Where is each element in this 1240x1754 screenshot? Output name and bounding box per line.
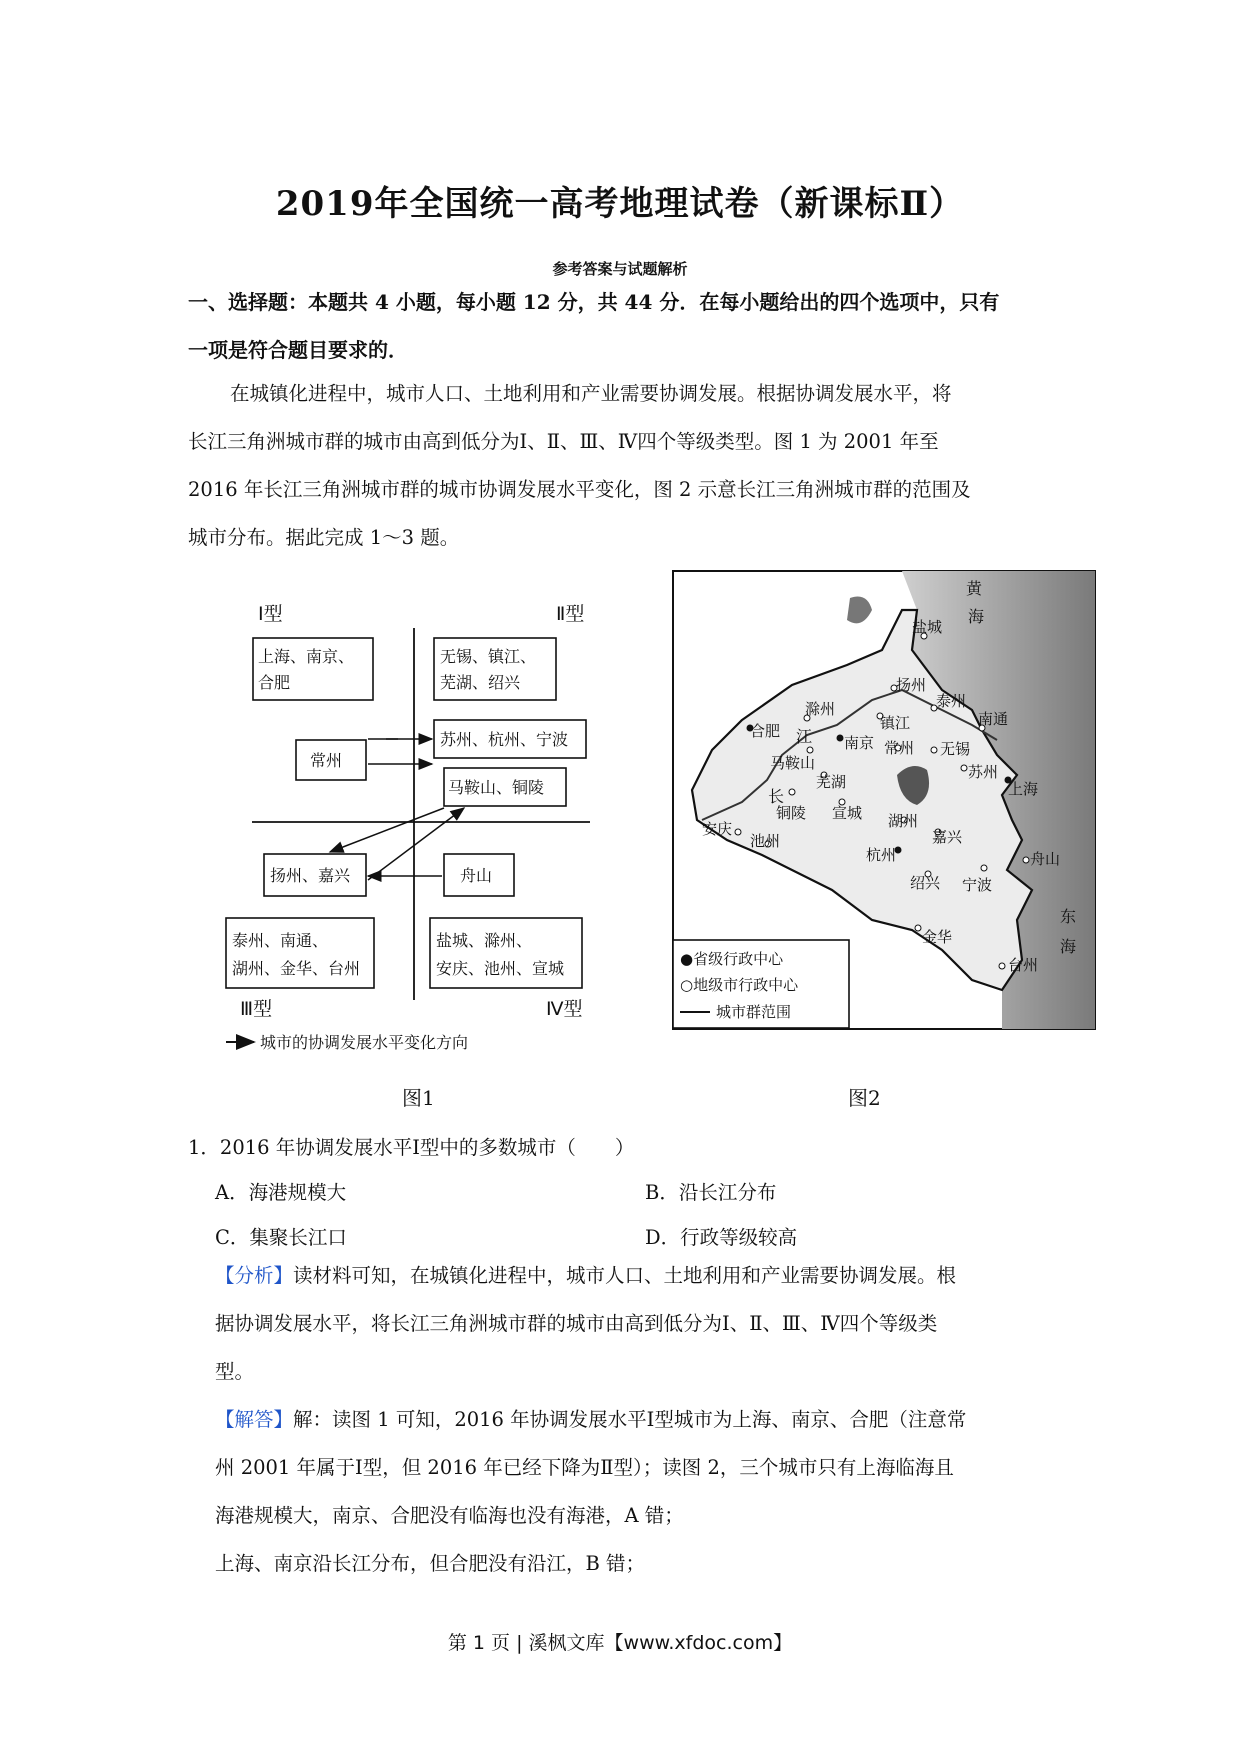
- fig1-box-maanshan-text: 马鞍山、铜陵: [448, 778, 545, 797]
- fig1-quadrant-type2: Ⅱ型: [556, 603, 585, 625]
- fig1-box-type3-line1: 泰州、南通、: [232, 931, 329, 950]
- fig2-city-nantong: 南通: [978, 710, 1009, 728]
- question-1-option-d: D．行政等级较高: [645, 1226, 798, 1249]
- fig1-box-type2-line1: 无锡、镇江、: [440, 647, 537, 666]
- answer-text-1: 解：读图 1 可知，2016 年协调发展水平Ⅰ型城市为上海、南京、合肥（注意常: [293, 1408, 967, 1431]
- answer-tag: 【解答】: [215, 1408, 294, 1431]
- fig2-city-suzhou: 苏州: [968, 763, 999, 781]
- figure-2-map: [672, 570, 1096, 1030]
- fig2-sea-yellow-1: 黄: [966, 579, 983, 598]
- fig1-box-yangzhou-text: 扬州、嘉兴: [270, 866, 351, 885]
- fig2-city-changzhou: 常州: [884, 739, 915, 757]
- fig2-city-shaoxing: 绍兴: [910, 874, 941, 892]
- fig1-box-changzhou-text: 常州: [310, 751, 343, 770]
- analysis-text-1: 读材料可知，在城镇化进程中，城市人口、土地利用和产业需要协调发展。根: [293, 1264, 957, 1287]
- fig2-city-taizhou-zj: 台州: [1008, 956, 1039, 974]
- answer-line-1: [215, 1396, 1065, 1444]
- question-1-stem: 1．2016 年协调发展水平Ⅰ型中的多数城市（ ）: [188, 1136, 635, 1159]
- fig2-legend-provincial: ●省级行政中心: [680, 950, 784, 968]
- page-footer: 第 1 页 | 溪枫文库【www.xfdoc.com】: [447, 1632, 793, 1654]
- fig1-box-type1-line1: 上海、南京、: [258, 647, 355, 666]
- fig1-box-type2-line2: 芜湖、绍兴: [440, 673, 521, 692]
- fig1-quadrant-type4: Ⅳ型: [546, 998, 583, 1020]
- fig1-box-type4-line2: 安庆、池州、宣城: [436, 959, 565, 978]
- fig2-city-nanjing: 南京: [844, 734, 875, 752]
- question-1-option-a: A．海港规模大: [215, 1181, 347, 1204]
- fig2-city-hangzhou: 杭州: [866, 846, 897, 864]
- question-1-option-b: B．沿长江分布: [645, 1181, 777, 1204]
- fig2-city-yancheng: 盐城: [912, 618, 943, 636]
- fig2-legend-prefecture: ○地级市行政中心: [680, 976, 799, 994]
- fig2-city-tongling: 铜陵: [776, 804, 807, 822]
- figure-2-caption: 图2: [848, 1086, 881, 1110]
- fig2-river-label-1: 长: [768, 787, 785, 806]
- answer-line-2: 州 2001 年属于Ⅰ型，但 2016 年已经下降为Ⅱ型）；读图 2，三个城市只有上海临海且: [215, 1456, 954, 1479]
- analysis-line-2: 据协调发展水平，将长江三角洲城市群的城市由高到低分为Ⅰ、Ⅱ、Ⅲ、Ⅳ四个等级类: [215, 1312, 938, 1335]
- fig2-city-ningbo: 宁波: [962, 876, 993, 894]
- section-heading-line-2: 一项是符合题目要求的．: [188, 338, 408, 362]
- fig2-sea-east-1: 东: [1060, 907, 1077, 926]
- fig2-city-huzhou: 湖州: [888, 812, 919, 830]
- fig1-legend-text: 城市的协调发展水平变化方向: [260, 1033, 469, 1052]
- fig1-quadrant-type1: Ⅰ型: [258, 603, 283, 625]
- question-1-option-c: C．集聚长江口: [215, 1226, 347, 1249]
- fig2-city-xuancheng: 宣城: [832, 804, 863, 822]
- fig2-city-hefei: 合肥: [750, 722, 781, 740]
- intro-line-1: 在城镇化进程中，城市人口、土地利用和产业需要协调发展。根据协调发展水平，将: [230, 382, 952, 405]
- fig2-city-anqing: 安庆: [702, 820, 733, 838]
- intro-line-2: 长江三角洲城市群的城市由高到低分为Ⅰ、Ⅱ、Ⅲ、Ⅳ四个等级类型。图 1 为 2001 年至: [188, 430, 939, 453]
- fig2-city-maanshan: 马鞍山: [770, 754, 816, 772]
- fig2-city-yangzhou: 扬州: [896, 676, 927, 694]
- analysis-tag: 【分析】: [215, 1264, 294, 1287]
- fig2-city-zhoushan: 舟山: [1030, 850, 1061, 868]
- intro-line-3: 2016 年长江三角洲城市群的城市协调发展水平变化，图 2 示意长江三角洲城市群的范围及: [188, 478, 971, 501]
- figure-1-diagram: [218, 590, 618, 1060]
- fig1-box-zhoushan-text: 舟山: [460, 866, 493, 885]
- figure-1-caption: 图1: [402, 1086, 435, 1110]
- page-title: 2019年全国统一高考地理试卷（新课标Ⅱ）: [275, 184, 965, 224]
- fig2-legend-boundary: 城市群范围: [716, 1003, 792, 1021]
- fig2-city-zhenjiang: 镇江: [880, 714, 911, 732]
- fig2-sea-yellow-2: 海: [968, 607, 985, 626]
- section-heading-line-1: 一、选择题：本题共 4 小题，每小题 12 分，共 44 分．在每小题给出的四个选项中，只有: [188, 290, 1000, 314]
- fig1-quadrant-type3: Ⅲ型: [240, 998, 273, 1020]
- fig1-box-suzhou-text: 苏州、杭州、宁波: [440, 730, 569, 749]
- intro-line-4: 城市分布。据此完成 1～3 题。: [188, 526, 460, 549]
- answer-line-3: 海港规模大，南京、合肥没有临海也没有海港，A 错；: [215, 1504, 684, 1527]
- fig2-city-chizhou: 池州: [750, 832, 781, 850]
- fig2-city-jiaxing: 嘉兴: [932, 828, 963, 846]
- fig2-city-wuxi: 无锡: [940, 740, 971, 758]
- fig1-box-type4-line1: 盐城、滁州、: [436, 931, 533, 950]
- analysis-line-1: [215, 1252, 1065, 1300]
- intro-paragraph: [188, 370, 1068, 562]
- fig2-city-chuzhou: 滁州: [805, 700, 836, 718]
- section-heading: [188, 278, 1068, 374]
- analysis-line-3: 型。: [215, 1360, 255, 1383]
- fig2-city-taizhou-js: 泰州: [936, 692, 967, 710]
- fig2-city-wuhu: 芜湖: [816, 773, 847, 791]
- fig2-river-label-2: 江: [796, 727, 813, 746]
- fig2-sea-east-2: 海: [1060, 937, 1077, 956]
- fig1-arrow-to-yangzhou: [330, 808, 444, 852]
- fig2-city-shanghai: 上海: [1008, 780, 1039, 798]
- fig2-city-jinhua: 金华: [922, 928, 953, 946]
- answer-line-4: 上海、南京沿长江分布，但合肥没有沿江，B 错；: [215, 1552, 646, 1575]
- fig1-box-type1-line2: 合肥: [258, 673, 291, 692]
- page-subtitle: 参考答案与试题解析: [552, 260, 688, 278]
- fig1-box-type3-line2: 湖州、金华、台州: [232, 959, 361, 978]
